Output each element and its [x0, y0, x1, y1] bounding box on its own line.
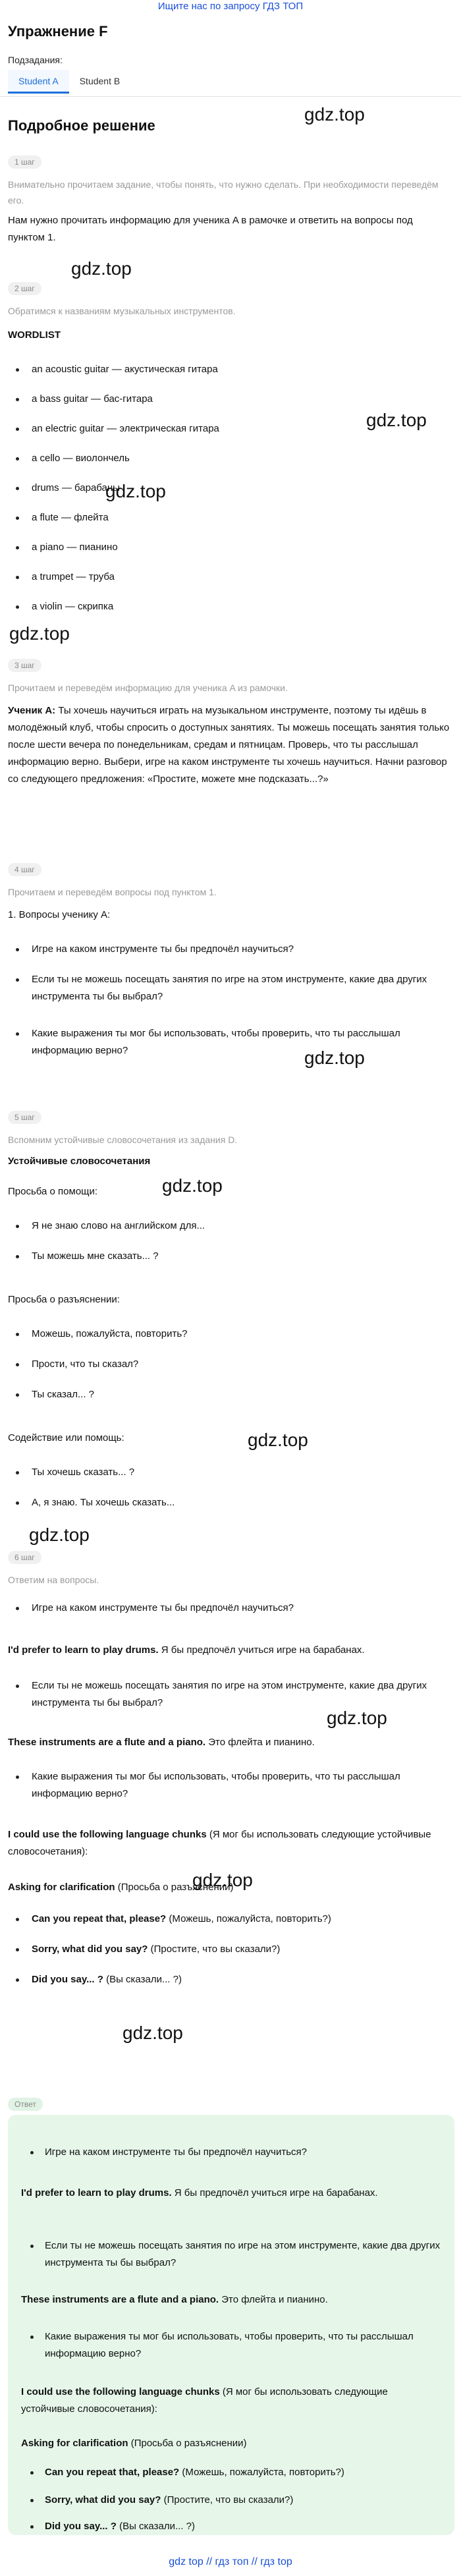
list-item: Если ты не можешь посещать занятия по игре на этом инструменте, какие два других инструмента ты бы выбрал?	[45, 2237, 443, 2272]
answer-ru: (Вы сказали... ?)	[106, 1974, 182, 1985]
list-item: Если ты не можешь посещать занятия по игре на этом инструменте, какие два других инструмента ты бы выбрал?	[32, 1677, 450, 1712]
answer-ru: (Вы сказали... ?)	[119, 2521, 195, 2532]
list-item: a piano — пианино	[32, 539, 450, 556]
list-item: Игре на каком инструменте ты бы предпочёл научиться?	[32, 1600, 450, 1617]
answer-en: Asking for clarification	[21, 2438, 128, 2449]
answer-line	[21, 2435, 443, 2452]
answer-en: Can you repeat that, please?	[45, 2467, 180, 2478]
student-a-text: Ты хочешь научиться играть на музыкальном инструменте, поэтому ты идёшь в молодёжный клуб, чтобы спросить о доступных занятиях. Ты можешь посещать занятия только после шести вечера по понедельникам, средам и пятницам. Проверь, что ты расслышал информацию верно. Выбери, игре на каком инструменте ты хочешь научиться. Начни разговор со следующего предложения: «Простите, можете мне подсказать...?»	[8, 705, 450, 785]
answer-ru: Это флейта и пианино.	[208, 1737, 315, 1748]
answer-badge: Ответ	[8, 2098, 43, 2111]
list-item: Какие выражения ты мог бы использовать, чтобы проверить, что ты расслышал информацию верно?	[45, 2328, 443, 2363]
list-item: Ты можешь мне сказать... ?	[32, 1248, 450, 1265]
watermark: gdz.top	[9, 623, 70, 644]
list-item: Ты сказал... ?	[32, 1386, 450, 1403]
tab-student-a[interactable]: Student A	[8, 70, 69, 94]
answer-ru: (Просьба о разъяснении)	[117, 1882, 234, 1893]
step-hint: Обратимся к названиям музыкальных инструментов.	[8, 306, 236, 316]
list-item: a flute — флейта	[32, 509, 450, 526]
step-hint: Ответим на вопросы.	[8, 1575, 99, 1585]
answer-line	[8, 1826, 450, 1861]
watermark: gdz.top	[366, 410, 427, 430]
list-item	[45, 2518, 443, 2535]
answer-en: These instruments are a flute and a piano.	[8, 1737, 206, 1748]
answer-ru: Это флейта и пианино.	[221, 2294, 328, 2305]
list-item: a bass guitar — бас-гитара	[32, 391, 450, 408]
watermark: gdz.top	[304, 1048, 365, 1068]
wordlist-heading: WORDLIST	[8, 329, 61, 341]
help-label: Просьба о помощи:	[8, 1186, 98, 1197]
list-item: Игре на каком инструменте ты бы предпочёл научиться?	[45, 2144, 443, 2161]
answer-en: These instruments are a flute and a piano.	[21, 2294, 219, 2305]
answer-line	[21, 2384, 443, 2418]
watermark: gdz.top	[29, 1525, 90, 1545]
footer-links[interactable]: gdz top // гдз топ // гдз top	[169, 2556, 292, 2567]
answer-en: I'd prefer to learn to play drums.	[8, 1644, 159, 1656]
answer-en: I could use the following language chunks	[8, 1829, 207, 1840]
clarification-label: Просьба о разъяснении:	[8, 1294, 120, 1305]
list-item	[45, 2492, 443, 2509]
chunks-heading: Устойчивые словосочетания	[8, 1156, 151, 1167]
list-item	[32, 1971, 450, 1988]
list-item	[32, 1941, 450, 1958]
step-badge: 1 шаг	[8, 155, 41, 169]
list-item: Какие выражения ты мог бы использовать, чтобы проверить, что ты расслышал информацию верно?	[32, 1025, 450, 1059]
student-a-lead: Ученик A:	[8, 705, 56, 716]
answer-line	[8, 1879, 450, 1896]
list-item: А, я знаю. Ты хочешь сказать...	[32, 1494, 450, 1511]
watermark: gdz.top	[71, 258, 132, 279]
tab-student-b[interactable]: Student B	[79, 76, 121, 86]
list-item: Я не знаю слово на английском для...	[32, 1218, 450, 1235]
list-item: drums — барабаны	[32, 480, 450, 497]
student-a-info	[8, 702, 450, 788]
answer-en: I could use the following language chunks	[21, 2386, 220, 2397]
step-badge: 5 шаг	[8, 1111, 41, 1124]
subtasks-label: Подзадания:	[8, 55, 63, 65]
answer-line	[21, 2291, 443, 2309]
list-item: a cello — виолончель	[32, 450, 450, 467]
watermark: gdz.top	[327, 1708, 387, 1728]
step-text: Нам нужно прочитать информацию для ученика A в рамочке и ответить на вопросы под пунктом 1.	[8, 215, 413, 243]
answer-en: Can you repeat that, please?	[32, 1913, 167, 1924]
list-item	[45, 2464, 443, 2481]
list-item: Игре на каком инструменте ты бы предпочёл научиться?	[32, 941, 450, 958]
watermark: gdz.top	[304, 104, 365, 125]
list-item: an electric guitar — электрическая гитара	[32, 420, 450, 437]
step-hint: Прочитаем и переведём вопросы под пунктом 1.	[8, 887, 217, 897]
answer-ru: (Простите, что вы сказали?)	[163, 2494, 294, 2506]
watermark: gdz.top	[192, 1870, 253, 1890]
answer-en: I'd prefer to learn to play drums.	[21, 2187, 172, 2198]
list-item: a violin — скрипка	[32, 598, 450, 615]
answer-en: Sorry, what did you say?	[45, 2494, 161, 2506]
promo-banner[interactable]: Ищите нас по запросу ГДЗ ТОП	[157, 1, 304, 12]
answer-ru: (Я мог бы использовать следующие устойчивые словосочетания):	[8, 1829, 431, 1857]
list-item: Можешь, пожалуйста, повторить?	[32, 1326, 450, 1343]
watermark: gdz.top	[122, 2023, 183, 2043]
watermark: gdz.top	[248, 1430, 308, 1450]
step-hint: Внимательно прочитаем задание, чтобы понять, что нужно сделать. При необходимости переведём его.	[8, 179, 439, 206]
step-hint: Прочитаем и переведём информацию для ученика A из рамочки.	[8, 683, 288, 693]
answer-ru: Я бы предпочёл учиться игре на барабанах.	[161, 1644, 365, 1656]
list-item: Какие выражения ты мог бы использовать, чтобы проверить, что ты расслышал информацию верно?	[32, 1768, 450, 1803]
watermark: gdz.top	[105, 481, 166, 501]
answer-en: Did you say... ?	[45, 2521, 117, 2532]
answer-ru: (Просьба о разъяснении)	[130, 2438, 247, 2449]
step-badge: 4 шаг	[8, 863, 41, 876]
subtask-tabs	[8, 70, 130, 94]
answer-line	[8, 1642, 450, 1659]
answer-line	[21, 2185, 443, 2202]
step-hint: Вспомним устойчивые словосочетания из задания D.	[8, 1134, 238, 1145]
list-item: a trumpet — труба	[32, 569, 450, 586]
list-item: Если ты не можешь посещать занятия по игре на этом инструменте, какие два других инструмента ты бы выбрал?	[32, 971, 450, 1005]
solution-title: Подробное решение	[8, 117, 155, 134]
answer-ru: Я бы предпочёл учиться игре на барабанах.	[174, 2187, 378, 2198]
answer-ru: (Можешь, пожалуйста, повторить?)	[169, 1913, 331, 1924]
step-badge: 6 шаг	[8, 1551, 41, 1564]
assistance-label: Содействие или помощь:	[8, 1432, 124, 1443]
questions-title: 1. Вопросы ученику A:	[8, 909, 111, 920]
answer-ru: (Простите, что вы сказали?)	[150, 1944, 281, 1955]
step-badge: 2 шаг	[8, 282, 41, 295]
answer-en: Sorry, what did you say?	[32, 1944, 148, 1955]
step-badge: 3 шаг	[8, 659, 41, 672]
answer-en: Did you say... ?	[32, 1974, 103, 1985]
list-item: Прости, что ты сказал?	[32, 1356, 450, 1373]
list-item: Ты хочешь сказать... ?	[32, 1464, 450, 1481]
answer-ru: (Я мог бы использовать следующие устойчивые словосочетания):	[21, 2386, 388, 2415]
list-item: an acoustic guitar — акустическая гитара	[32, 361, 450, 378]
divider	[0, 96, 461, 97]
list-item	[32, 1911, 450, 1928]
answer-line	[8, 1734, 450, 1751]
answer-ru: (Можешь, пожалуйста, повторить?)	[182, 2467, 344, 2478]
page-title: Упражнение F	[8, 23, 108, 40]
watermark: gdz.top	[162, 1175, 223, 1196]
answer-en: Asking for clarification	[8, 1882, 115, 1893]
